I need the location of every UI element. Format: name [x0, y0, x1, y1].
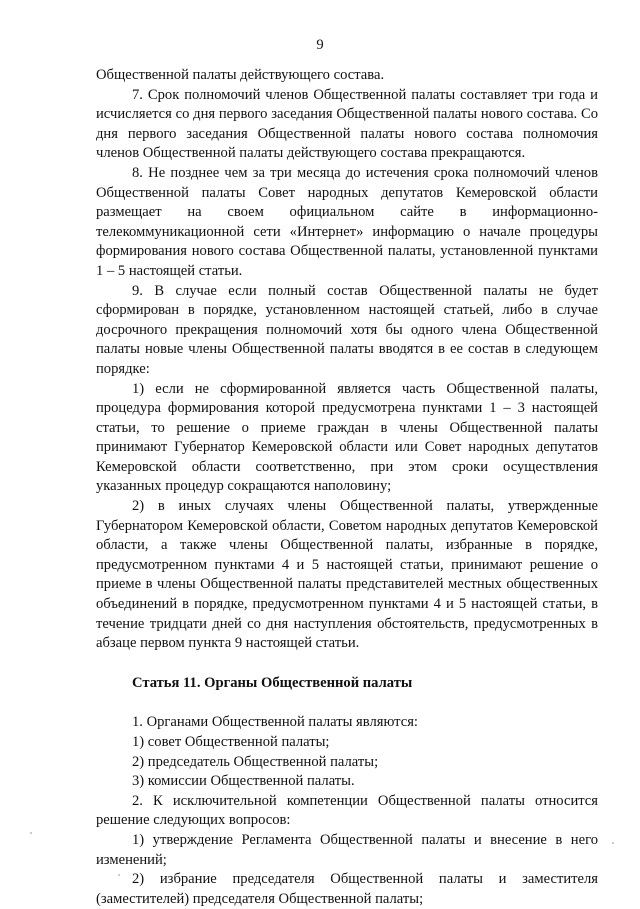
- paragraph: 2. К исключительной компетенции Общественной палаты относится решение следующих вопросов:: [96, 792, 598, 829]
- paragraph: 1. Органами Общественной палаты являются:: [132, 714, 418, 731]
- paragraph: 8. Не позднее чем за три месяца до истечения срока полномочий членов Общественной палаты Совет народных депутатов Кемеровской области размещает на своем официальном сайте в информационно-телекоммуникационной сети «Интернет» информацию о начале процедуры формирования нового состава Общественной палаты, установленной пунктами 1 – 5 настоящей статьи.: [96, 164, 598, 279]
- article-heading: Статья 11. Органы Общественной палаты: [132, 674, 413, 691]
- paragraph: 1) утверждение Регламента Общественной палаты и внесение в него изменений;: [96, 831, 598, 868]
- paragraph: 1) если не сформированной является часть Общественной палаты, процедура формирования которой предусмотрена пунктами 1 – 3 настоящей статьи, то решение о приеме граждан в члены Общественной палаты принимают Губернатор Кемеровской области или Совет народных депутатов Кемеровской области соответственно, при этом сроки осуществления указанных процедур сокращаются наполовину;: [96, 380, 598, 495]
- paragraph: 2) избрание председателя Общественной палаты и заместителя (заместителей) председателя Общественной палаты;: [96, 871, 598, 907]
- scan-speck: [612, 842, 614, 844]
- paragraph: Общественной палаты действующего состава.: [96, 67, 385, 83]
- paragraph-group-bottom: [96, 713, 598, 909]
- scan-speck: [30, 832, 32, 834]
- paragraph: 2) председатель Общественной палаты;: [132, 753, 379, 770]
- scan-speck: [118, 874, 120, 876]
- paragraph: 3) комиссии Общественной палаты.: [132, 773, 355, 790]
- page-number: 9: [316, 37, 324, 53]
- paragraph: 1) совет Общественной палаты;: [132, 734, 330, 750]
- document-body: [96, 66, 598, 909]
- paragraph: 7. Срок полномочий членов Общественной палаты составляет три года и исчисляется со дня первого заседания Общественной палаты нового состава. Со дня первого заседания Общественной палаты нового состава полномочия членов Общественной палаты действующего состава прекращаются.: [96, 86, 598, 162]
- paragraph: 9. В случае если полный состав Общественной палаты не будет сформирован в порядке, установленном настоящей статьей, либо в случае досрочного прекращения полномочий хотя бы одного члена Общественной палаты новые члены Общественной палаты вводятся в ее состав в следующем порядке:: [96, 282, 598, 377]
- paragraph: 2) в иных случаях члены Общественной палаты, утвержденные Губернатором Кемеровской области, Советом народных депутатов Кемеровской области, а также члены Общественной палаты, избранные в порядке, предусмотренном пунктами 4 и 5 настоящей статьи, принимают решение о приеме в члены Общественной палаты представителей местных общественных объединений в порядке, предусмотренном пунктами 4 и 5 настоящей статьи, в течение тридцати дней со дня наступления обстоятельств, предусмотренных в абзаце первом пункта 9 настоящей статьи.: [96, 498, 598, 652]
- paragraph-group-top: [96, 66, 598, 654]
